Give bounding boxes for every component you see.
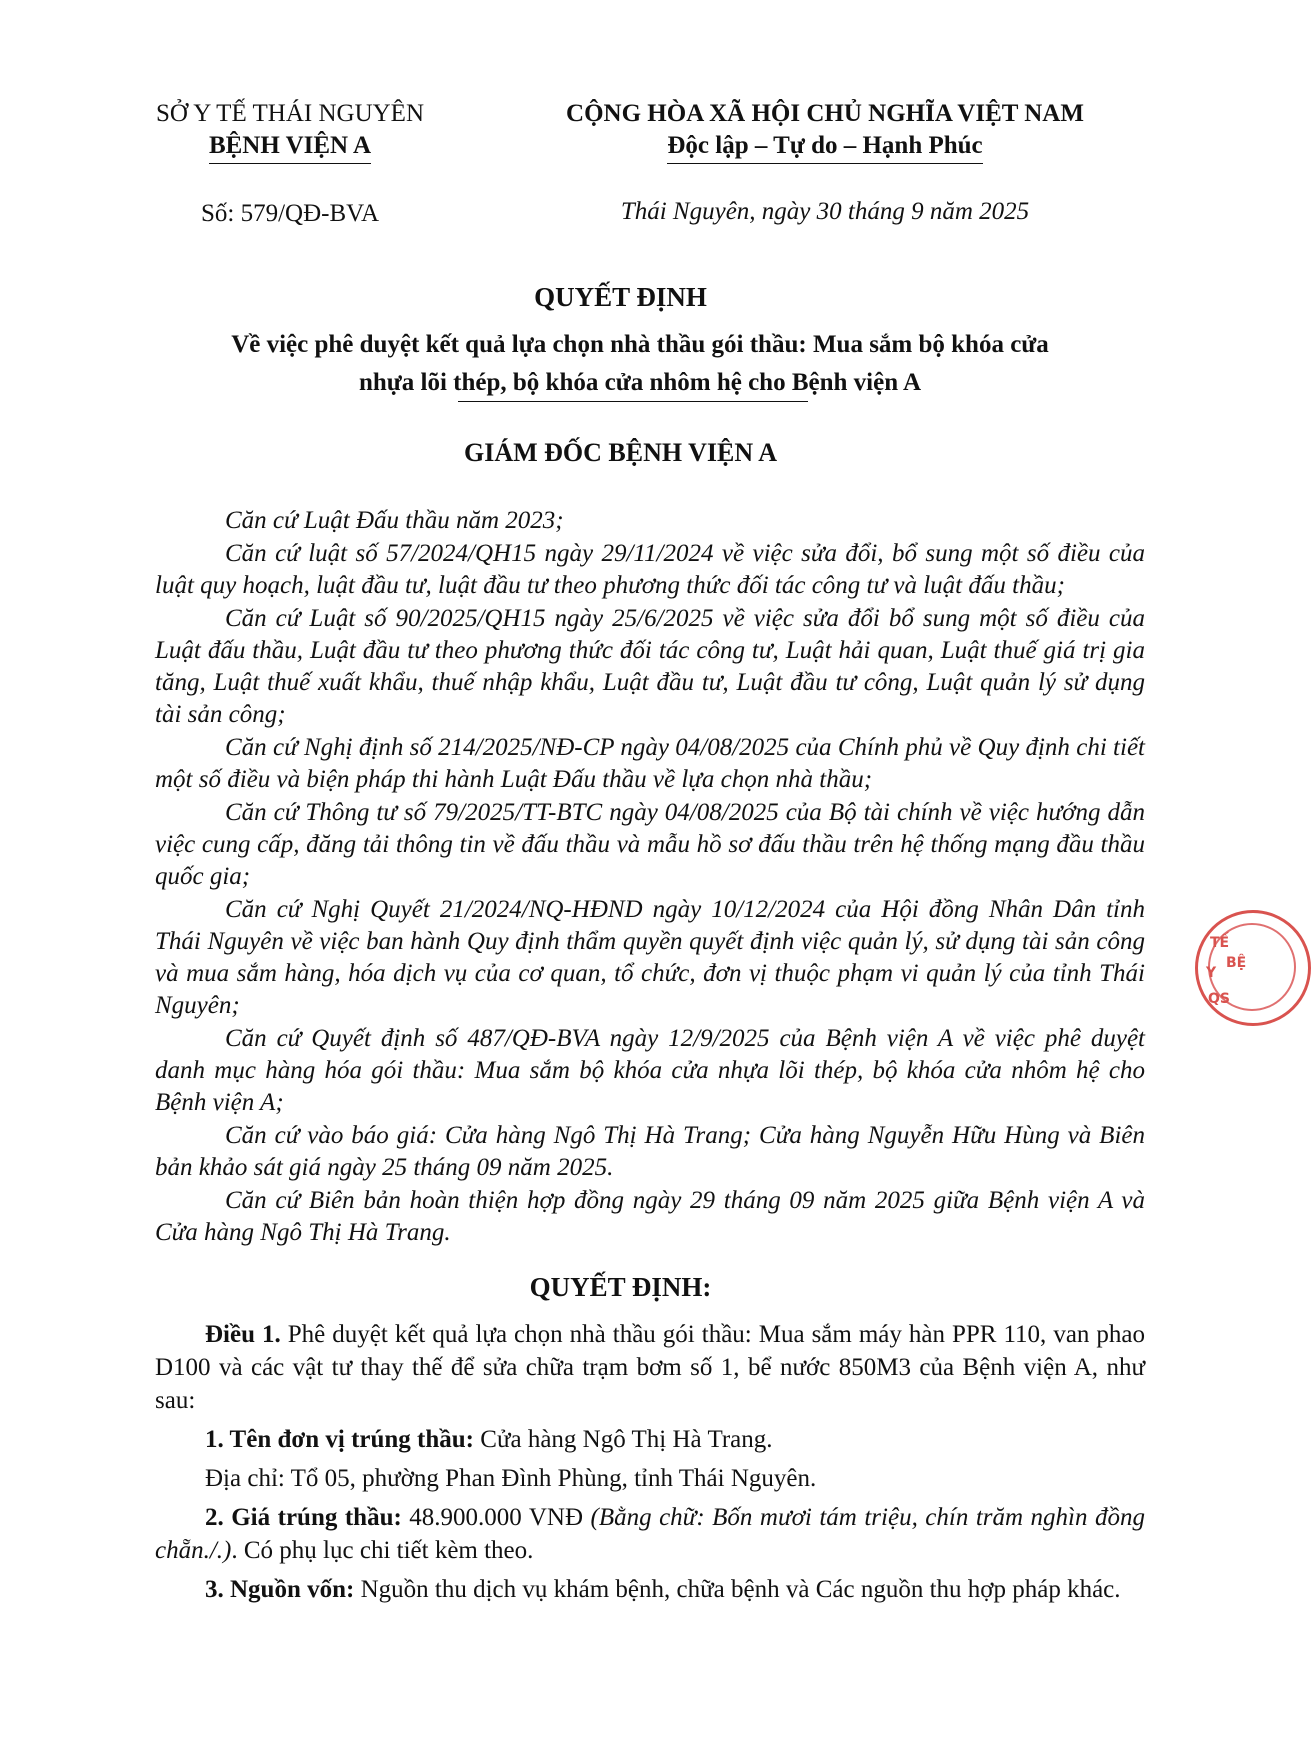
seal-text: QS xyxy=(1208,991,1230,1007)
price-value: 48.900.000 VNĐ xyxy=(401,1504,591,1531)
subject-divider xyxy=(458,401,808,402)
subject-line-2: nhựa lõi thép, bộ khóa cửa nhôm hệ cho Bệnh viện A xyxy=(358,369,922,396)
winner-line xyxy=(155,1423,1145,1456)
seal-text: TẾ xyxy=(1210,935,1230,951)
legal-basis-item: Căn cứ Nghị Quyết 21/2024/NQ-HĐND ngày 10/12/2024 của Hội đồng Nhân Dân tỉnh Thái Nguyên về việc ban hành Quy định thẩm quyền quyết định việc quản lý, sử dụng tài sản công và mua sắm hàng, hóa dịch vụ của cơ quan, tổ chức, đơn vị thuộc phạm vi quản lý của tỉnh Thái Nguyên; xyxy=(155,896,1145,1019)
seal-text: Y xyxy=(1206,965,1217,981)
subject-line-1: Về việc phê duyệt kết quả lựa chọn nhà thầu gói thầu: Mua sắm bộ khóa cửa xyxy=(231,331,1049,358)
article-text: Phê duyệt kết quả lựa chọn nhà thầu gói thầu: Mua sắm máy hàn PPR 110, van phao D100 và các vật tư thay thế để sửa chữa trạm bơm số 1, bể nước 850M3 của Bệnh viện A, như sau: xyxy=(155,1321,1146,1414)
price-note: . Có phụ lục chi tiết kèm theo. xyxy=(231,1537,534,1564)
issuing-unit: BỆNH VIỆN A xyxy=(209,130,371,164)
national-motto: Độc lập – Tự do – Hạnh Phúc xyxy=(667,130,982,164)
legal-basis-item: Căn cứ Thông tư số 79/2025/TT-BTC ngày 04/08/2025 của Bộ tài chính về việc hướng dẫn việc cung cấp, đăng tải thông tin về đấu thầu và mẫu hồ sơ đấu thầu trên hệ thống mạng đầu thầu quốc gia; xyxy=(155,799,1145,890)
article-1 xyxy=(155,1318,1145,1612)
place-and-date: Thái Nguyên, ngày 30 tháng 9 năm 2025 xyxy=(620,198,1030,225)
legal-basis-item: Căn cứ Luật số 90/2025/QH15 ngày 25/6/2025 về việc sửa đổi bổ sung một số điều của Luật đấu thầu, Luật đầu tư theo phương thức đối tác công tư, Luật hải quan, Luật thuế giá trị gia tăng, Luật thuế xuất khẩu, thuế nhập khẩu, Luật đầu tư, Luật đầu tư công, Luật quản lý sử dụng tài sản công; xyxy=(155,605,1145,728)
legal-basis-item: Căn cứ luật số 57/2024/QH15 ngày 29/11/2024 về việc sửa đổi, bổ sung một số điều của luật quy hoạch, luật đầu tư, luật đầu tư theo phương thức đối tác công tư và luật đấu thầu; xyxy=(155,540,1145,599)
parent-organization: SỞ Y TẾ THÁI NGUYÊN xyxy=(155,100,425,127)
seal-text: BỆ xyxy=(1226,955,1247,971)
issuer-title: GIÁM ĐỐC BỆNH VIỆN A xyxy=(463,438,777,467)
price-line xyxy=(155,1501,1145,1567)
document-number: Số: 579/QĐ-BVA xyxy=(200,200,380,227)
official-seal xyxy=(1195,910,1311,1026)
legal-basis-item: Căn cứ vào báo giá: Cửa hàng Ngô Thị Hà Trang; Cửa hàng Nguyễn Hữu Hùng và Biên bản khảo sát giá ngày 25 tháng 09 năm 2025. xyxy=(155,1122,1145,1181)
legal-basis-item: Căn cứ Nghị định số 214/2025/NĐ-CP ngày 04/08/2025 của Chính phủ về Quy định chi tiết một số điều và biện pháp thi hành Luật Đấu thầu về lựa chọn nhà thầu; xyxy=(155,734,1145,793)
winner-label: 1. Tên đơn vị trúng thầu: xyxy=(205,1426,475,1453)
legal-basis-item: Căn cứ Luật Đấu thầu năm 2023; xyxy=(225,507,564,534)
funding-value: Nguồn thu dịch vụ khám bệnh, chữa bệnh và Các nguồn thu hợp pháp khác. xyxy=(354,1576,1121,1603)
price-in-words: (Bằng chữ: Bốn mươi tám triệu, chín trăm nghìn đồng chẵn./.) xyxy=(155,1504,1145,1564)
country-name: CỘNG HÒA XÃ HỘI CHỦ NGHĨA VIỆT NAM xyxy=(566,100,1084,127)
article-1-intro xyxy=(155,1318,1145,1417)
legal-bases xyxy=(155,505,1145,1250)
article-label: Điều 1. xyxy=(205,1321,281,1348)
legal-basis-item: Căn cứ Quyết định số 487/QĐ-BVA ngày 12/9/2025 của Bệnh viện A về việc phê duyệt danh mục hàng hóa gói thầu: Mua sắm bộ khóa cửa nhựa lõi thép, bộ khóa cửa nhôm hệ cho Bệnh viện A; xyxy=(155,1025,1145,1116)
funding-label: 3. Nguồn vốn: xyxy=(205,1576,355,1603)
national-header xyxy=(520,98,1130,164)
winner-value: Cửa hàng Ngô Thị Hà Trang. xyxy=(474,1426,773,1453)
decision-heading: QUYẾT ĐỊNH: xyxy=(529,1272,712,1302)
document-title: QUYẾT ĐỊNH xyxy=(534,282,707,312)
legal-basis-item: Căn cứ Biên bản hoàn thiện hợp đồng ngày 29 tháng 09 năm 2025 giữa Bệnh viện A và Cửa hàng Ngô Thị Hà Trang. xyxy=(155,1187,1145,1246)
document-subject xyxy=(160,326,1120,402)
price-label: 2. Giá trúng thầu: xyxy=(205,1504,402,1531)
address-line: Địa chỉ: Tổ 05, phường Phan Đình Phùng, tỉnh Thái Nguyên. xyxy=(205,1465,817,1492)
issuing-authority xyxy=(120,98,460,164)
funding-line xyxy=(155,1573,1145,1606)
